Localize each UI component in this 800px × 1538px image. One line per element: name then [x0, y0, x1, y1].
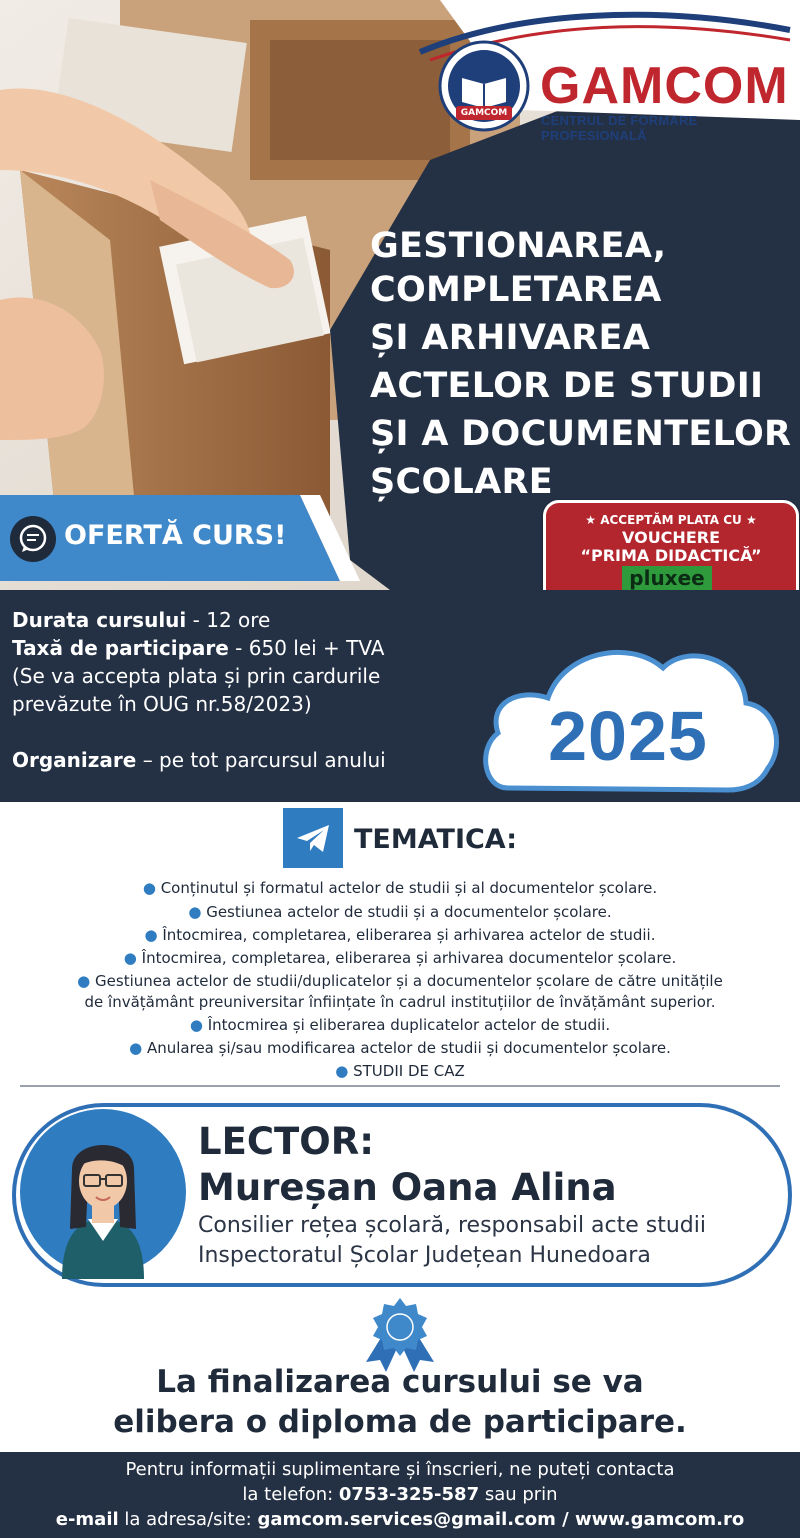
- pluxee-name: pluxee: [629, 566, 705, 590]
- contact-email-row: e-mail la adresa/site: gamcom.services@gmail.com / www.gamcom.ro: [55, 1509, 745, 1530]
- chat-bubble-icon: [10, 516, 56, 562]
- course-title-line-2: COMPLETAREA: [370, 270, 662, 310]
- section-divider: [20, 1085, 780, 1087]
- fee-value: - 650 lei + TVA: [228, 636, 385, 660]
- payment-note-line-2: prevăzute în OUG nr.58/2023): [12, 692, 312, 716]
- email-site-link[interactable]: gamcom.services@gmail.com / www.gamcom.ro: [257, 1509, 745, 1530]
- topic-item: ● Anularea și/sau modificarea actelor de studii și documentelor școlare.: [129, 1039, 671, 1057]
- gamcom-logo-badge: [438, 40, 530, 132]
- duration-value: - 12 ore: [186, 608, 271, 632]
- avatar: [20, 1109, 186, 1275]
- tematica-title: TEMATICA:: [354, 824, 518, 855]
- year-label: 2025: [548, 697, 708, 775]
- organization-row: [12, 748, 386, 772]
- fee-label: Taxă de participare: [12, 636, 229, 660]
- award-rosette-icon: [360, 1296, 440, 1372]
- topic-item: ● Gestiunea actelor de studii și a documentelor școlare.: [188, 903, 612, 921]
- course-title-line-1: GESTIONAREA,: [370, 226, 667, 266]
- topic-item: ● STUDII DE CAZ: [335, 1062, 465, 1080]
- lector-name: Mureșan Oana Alina: [198, 1166, 617, 1209]
- voucher-line-1: ★ ACCEPTĂM PLATA CU ★: [585, 513, 757, 527]
- brand-name: GAMCOM: [540, 57, 789, 115]
- voucher-line-2: VOUCHERE: [621, 528, 720, 547]
- email-label: e-mail: [55, 1509, 119, 1530]
- topic-item: ● Întocmirea și eliberarea duplicatelor actelor de studii.: [189, 1016, 611, 1034]
- organization-value: – pe tot parcursul anului: [136, 748, 386, 772]
- lector-role-line-1: Consilier rețea școlară, responsabil acte studii: [198, 1213, 706, 1238]
- course-title-line-3: ȘI ARHIVAREA: [370, 318, 651, 358]
- voucher-line-3: “PRIMA DIDACTICĂ”: [580, 546, 762, 565]
- completion-line-1: La finalizarea cursului se va: [156, 1364, 644, 1400]
- lector-label: LECTOR:: [198, 1120, 374, 1163]
- contact-line-1: Pentru informații suplimentare și înscrieri, ne puteți contacta: [125, 1459, 675, 1480]
- fee-row: [12, 636, 384, 660]
- course-title-line-6: ȘCOLARE: [370, 462, 553, 502]
- payment-note-line-1: (Se va accepta plata și prin cardurile: [12, 664, 381, 688]
- phone-link[interactable]: 0753-325-587: [338, 1484, 480, 1505]
- topic-item: ● Întocmirea, completarea, eliberarea și arhivarea documentelor școlare.: [123, 949, 677, 967]
- course-title-line-5: ȘI A DOCUMENTELOR: [370, 414, 792, 454]
- lector-role-line-2: Inspectoratul Școlar Județean Hunedoara: [198, 1243, 651, 1268]
- organization-label: Organizare: [12, 748, 137, 772]
- brand-subtitle: CENTRUL DE FORMARE PROFESIONALĂ: [541, 113, 698, 143]
- course-title-line-4: ACTELOR DE STUDII: [370, 366, 764, 406]
- send-icon: [283, 808, 343, 868]
- contact-phone-row: la telefon: 0753-325-587 sau prin: [242, 1484, 558, 1505]
- duration-row: [12, 608, 270, 632]
- hero-section: [0, 0, 800, 590]
- logo-badge-text: GAMCOM: [460, 108, 508, 118]
- offer-label: OFERTĂ CURS!: [64, 520, 287, 551]
- completion-line-2: elibera o diploma de participare.: [113, 1404, 687, 1440]
- topic-item: ● Gestiunea actelor de studii/duplicatelor și a documentelor școlare de către unitățile: [77, 972, 723, 990]
- topic-item: ● Conținutul și formatul actelor de studii și al documentelor școlare.: [142, 879, 658, 897]
- topic-item: ● Întocmirea, completarea, eliberarea și arhivarea actelor de studii.: [144, 926, 656, 944]
- duration-label: Durata cursului: [12, 608, 187, 632]
- topic-item-continuation: de învățământ preuniversitar înființate în cadrul instituțiilor de învățământ superior.: [84, 993, 716, 1011]
- contact-footer: [0, 1452, 800, 1538]
